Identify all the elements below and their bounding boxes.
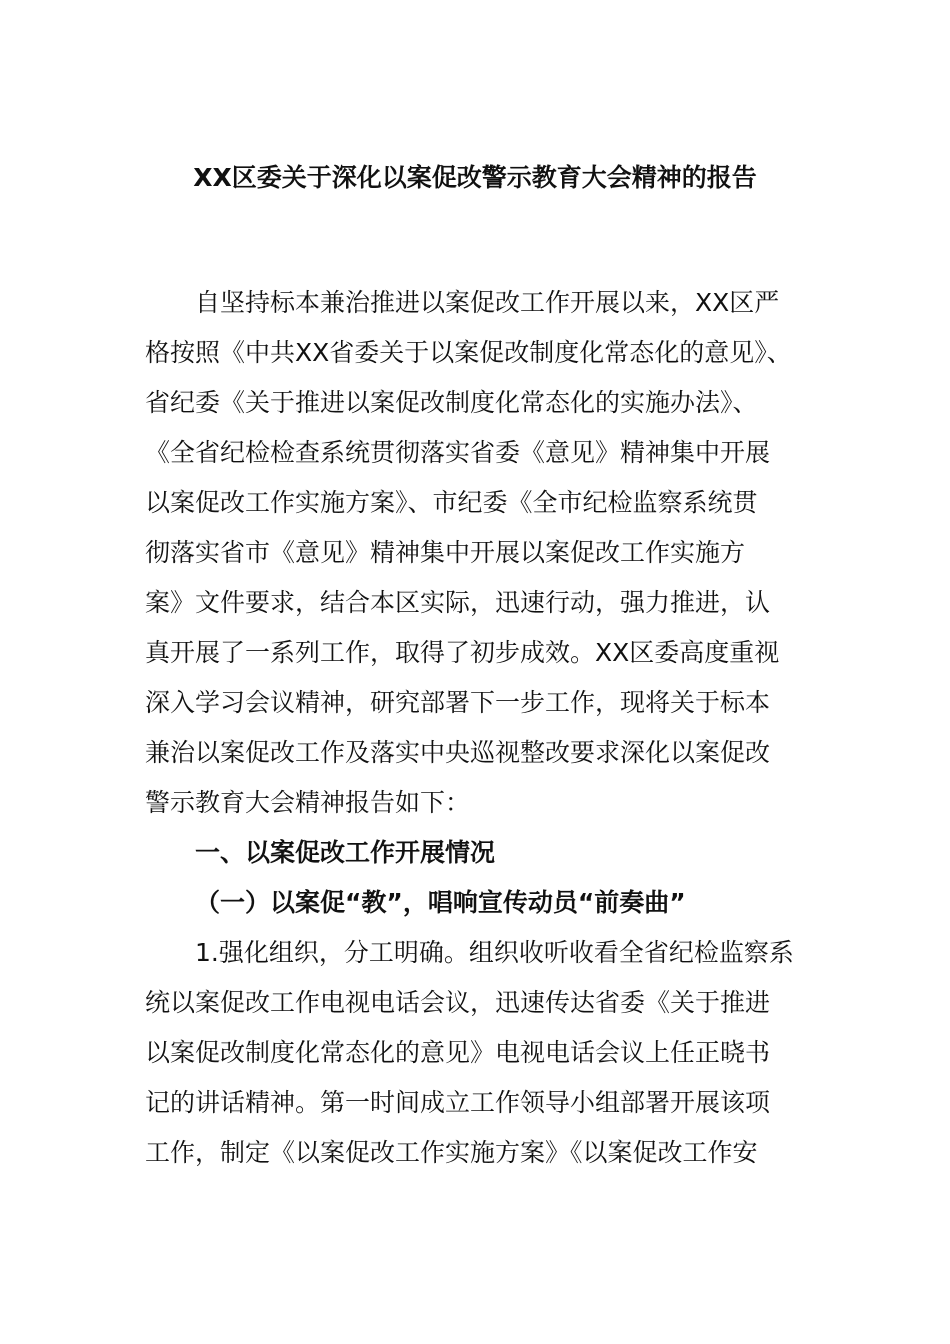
section-heading: 一、以案促改工作开展情况 xyxy=(195,838,496,867)
document-title: XX区委关于深化以案促改警示教育大会精神的报告 xyxy=(193,163,757,192)
paragraph-line: 格按照《中共XX省委关于以案促改制度化常态化的意见》、 xyxy=(145,338,792,367)
paragraph-line: 深入学习会议精神，研究部署下一步工作，现将关于标本 xyxy=(145,688,771,717)
paragraph-line: 真开展了一系列工作，取得了初步成效。XX区委高度重视 xyxy=(145,638,780,667)
paragraph-line: 《全省纪检检查系统贯彻落实省委《意见》精神集中开展 xyxy=(145,438,771,467)
paragraph-line: 统以案促改工作电视电话会议，迅速传达省委《关于推进 xyxy=(145,988,771,1017)
paragraph-line: 1.强化组织，分工明确。组织收听收看全省纪检监察系 xyxy=(195,938,794,967)
paragraph-line: 以案促改制度化常态化的意见》电视电话会议上任正晓书 xyxy=(145,1038,771,1067)
subsection-heading: （一）以案促“教”，唱响宣传动员“前奏曲” xyxy=(195,888,686,917)
paragraph-line: 兼治以案促改工作及落实中央巡视整改要求深化以案促改 xyxy=(145,738,771,767)
paragraph-line: 警示教育大会精神报告如下： xyxy=(145,788,471,817)
paragraph-line: 工作，制定《以案促改工作实施方案》《以案促改工作安 xyxy=(145,1138,758,1167)
paragraph-line: 自坚持标本兼治推进以案促改工作开展以来，XX区严 xyxy=(195,288,780,317)
paragraph-line: 以案促改工作实施方案》、市纪委《全市纪检监察系统贯 xyxy=(145,488,758,517)
paragraph-line: 彻落实省市《意见》精神集中开展以案促改工作实施方 xyxy=(145,538,746,567)
paragraph-line: 省纪委《关于推进以案促改制度化常态化的实施办法》、 xyxy=(145,388,758,417)
paragraph-line: 案》文件要求，结合本区实际，迅速行动，强力推进，认 xyxy=(145,588,771,617)
paragraph-line: 记的讲话精神。第一时间成立工作领导小组部署开展该项 xyxy=(145,1088,771,1117)
